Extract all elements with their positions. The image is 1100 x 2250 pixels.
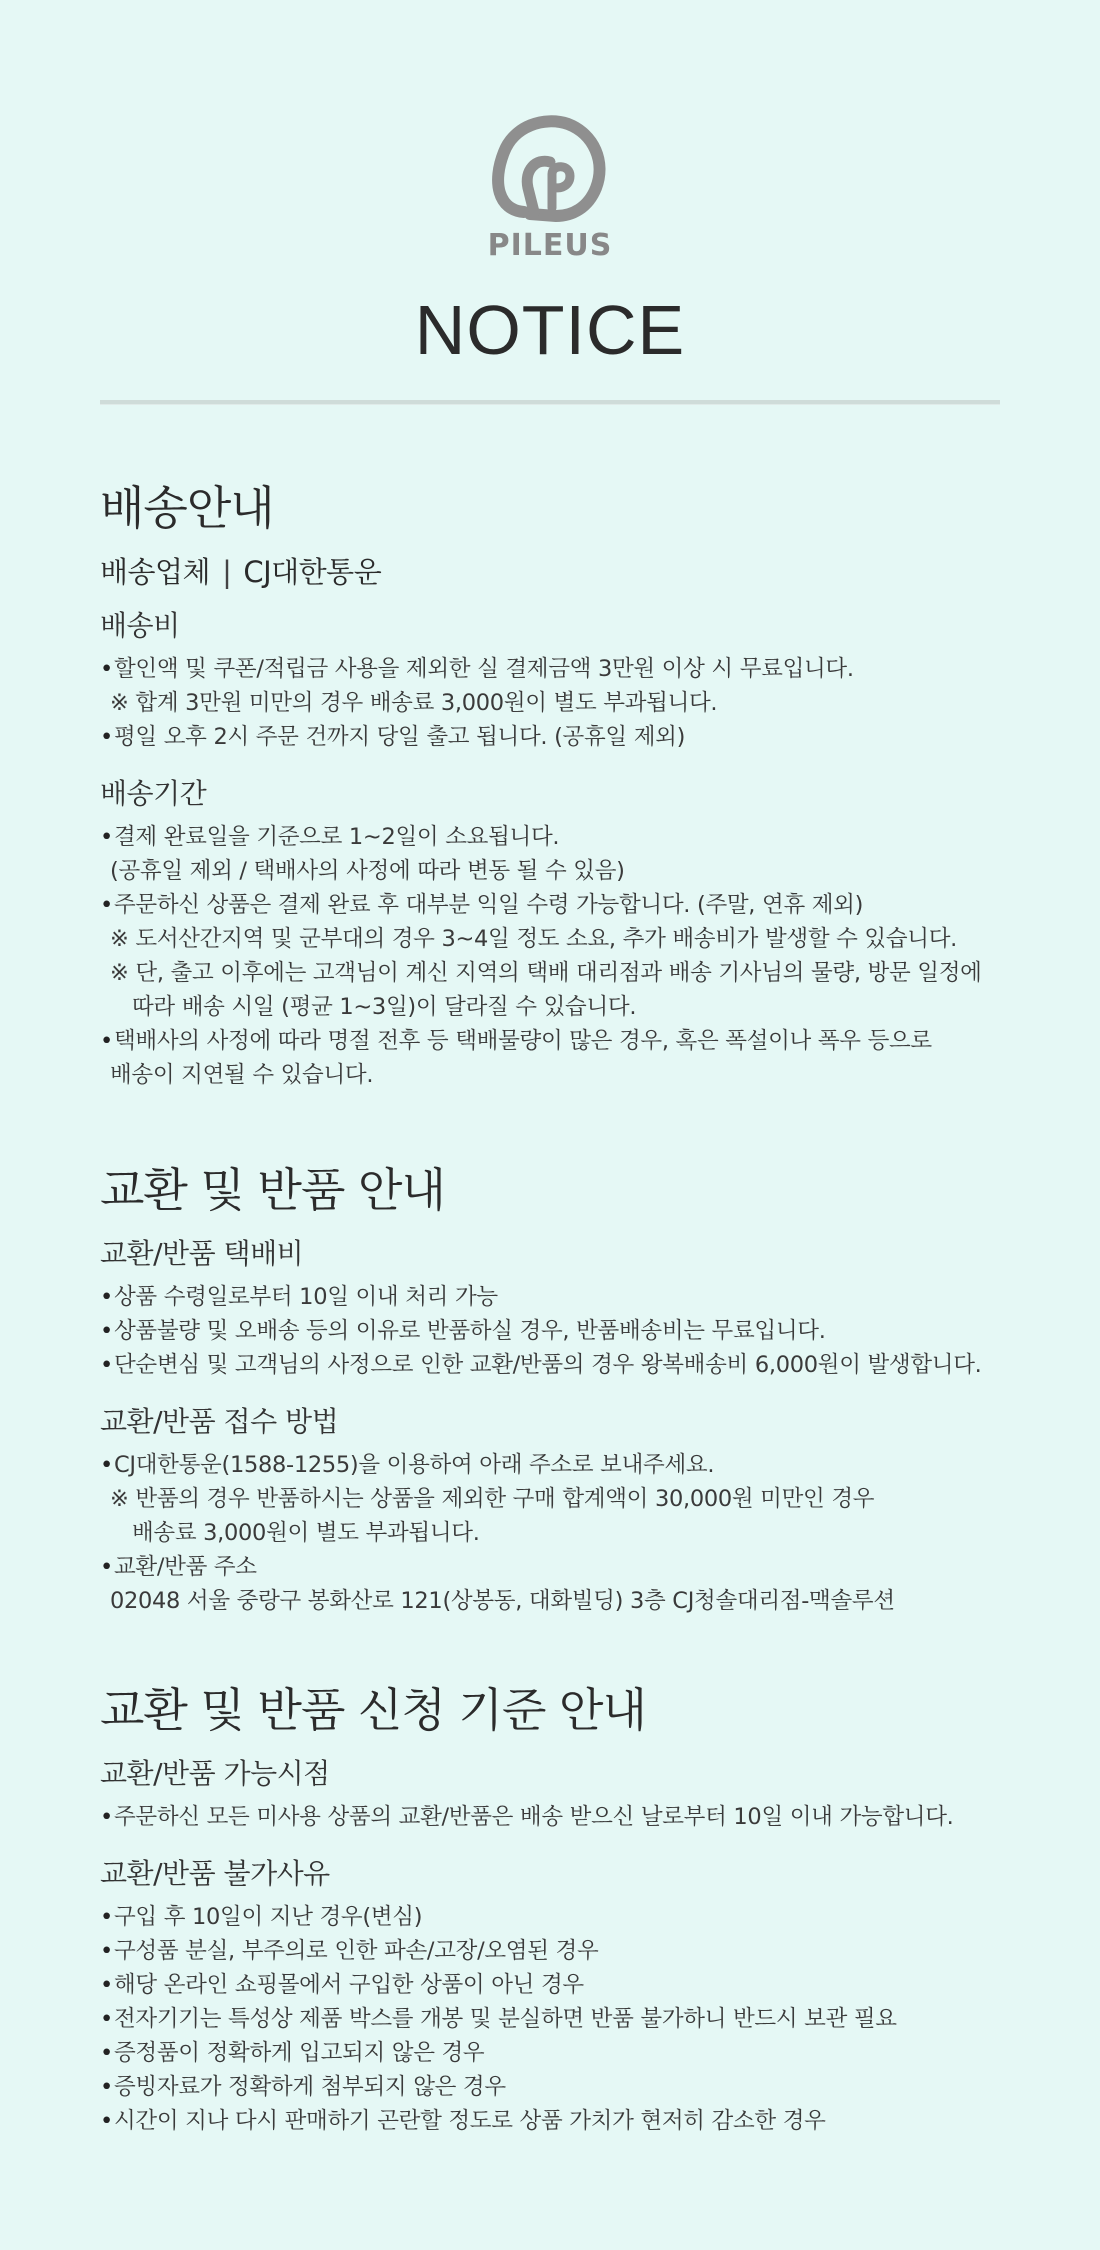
list-note: ※ 합계 3만원 미만의 경우 배송료 3,000원이 별도 부과됩니다. xyxy=(110,690,718,716)
list-item: • 증정품이 정확하게 입고되지 않은 경우 xyxy=(100,2036,1000,2070)
shipping-section xyxy=(100,478,1000,1092)
criteria-impossible-list xyxy=(100,1900,1000,2138)
list-item: • 평일 오후 2시 주문 건까지 당일 출고 됩니다. (공휴일 제외) xyxy=(100,720,1000,754)
carrier-name: CJ대한통운 xyxy=(243,555,382,589)
section-title: 배송안내 xyxy=(100,481,274,535)
subsection-heading: 교환/반품 택배비 xyxy=(100,1237,304,1270)
list-item: • 상품 수령일로부터 10일 이내 처리 가능 xyxy=(100,1280,1000,1314)
list-item: • 증빙자료가 정확하게 첨부되지 않은 경우 xyxy=(100,2070,1000,2104)
carrier-separator: | xyxy=(222,555,232,589)
list-item: • 상품불량 및 오배송 등의 이유로 반품하실 경우, 반품배송비는 무료입니다. xyxy=(100,1314,1000,1348)
list-item: • 구성품 분실, 부주의로 인한 파손/고장/오염된 경우 xyxy=(100,1934,1000,1968)
return-address: 02048 서울 중랑구 봉화산로 121(상봉동, 대화빌딩) 3층 CJ청솔대리점-맥솔루션 xyxy=(110,1588,895,1614)
list-note-continued: 따라 배송 시일 (평균 1~3일)이 달라질 수 있습니다. xyxy=(132,994,637,1020)
exchange-method-list xyxy=(100,1448,1000,1618)
list-item: • 단순변심 및 고객님의 사정으로 인한 교환/반품의 경우 왕복배송비 6,000원이 발생합니다. xyxy=(100,1348,1000,1382)
page-title: NOTICE xyxy=(414,291,686,369)
list-item: • 주문하신 상품은 결제 완료 후 대부분 익일 수령 가능합니다. (주말, 연휴 제외) xyxy=(100,888,1000,922)
shipping-fee-list xyxy=(100,652,1000,754)
criteria-section xyxy=(100,1680,1000,2138)
list-item: • 시간이 지나 다시 판매하기 곤란할 정도로 상품 가치가 현저히 감소한 경우 xyxy=(100,2104,1000,2138)
list-note: ※ 도서산간지역 및 군부대의 경우 3~4일 정도 소요, 추가 배송비가 발생할 수 있습니다. xyxy=(110,926,957,952)
list-item: • 결제 완료일을 기준으로 1~2일이 소요됩니다. xyxy=(100,820,1000,854)
carrier-label: 배송업체 xyxy=(100,555,211,589)
list-note-continued: 배송료 3,000원이 별도 부과됩니다. xyxy=(132,1520,480,1546)
carrier-info xyxy=(100,552,1000,592)
list-item: • 전자기기는 특성상 제품 박스를 개봉 및 분실하면 반품 불가하니 반드시 보관 필요 xyxy=(100,2002,1000,2036)
exchange-fee-list xyxy=(100,1280,1000,1382)
exchange-section xyxy=(100,1160,1000,1618)
list-note: ※ 반품의 경우 반품하시는 상품을 제외한 구매 합계액이 30,000원 미만인 경우 xyxy=(110,1486,875,1512)
subsection-heading: 배송기간 xyxy=(100,777,207,810)
list-item: • 교환/반품 주소 xyxy=(100,1550,1000,1584)
list-note: ※ 단, 출고 이후에는 고객님이 계신 지역의 택배 대리점과 배송 기사님의 물량, 방문 일정에 xyxy=(110,960,982,986)
list-item-continued: 배송이 지연될 수 있습니다. xyxy=(110,1062,374,1088)
list-item: • 택배사의 사정에 따라 명절 전후 등 택배물량이 많은 경우, 혹은 폭설이나 폭우 등으로 xyxy=(100,1024,1000,1058)
section-title: 교환 및 반품 안내 xyxy=(100,1163,445,1217)
brand-name: PILEUS xyxy=(487,228,613,263)
criteria-possible-list xyxy=(100,1800,1000,1834)
subsection-heading: 교환/반품 접수 방법 xyxy=(100,1405,339,1438)
list-item: • 주문하신 모든 미사용 상품의 교환/반품은 배송 받으신 날로부터 10일 이내 가능합니다. xyxy=(100,1800,1000,1834)
list-item-continued: (공휴일 제외 / 택배사의 사정에 따라 변동 될 수 있음) xyxy=(110,858,625,884)
section-title: 교환 및 반품 신청 기준 안내 xyxy=(100,1683,646,1737)
subsection-heading: 교환/반품 불가사유 xyxy=(100,1857,330,1890)
subsection-heading: 배송비 xyxy=(100,609,180,642)
list-item: • 할인액 및 쿠폰/적립금 사용을 제외한 실 결제금액 3만원 이상 시 무료입니다. xyxy=(100,652,1000,686)
shipping-period-list xyxy=(100,820,1000,1092)
list-item: • CJ대한통운(1588-1255)을 이용하여 아래 주소로 보내주세요. xyxy=(100,1448,1000,1482)
divider xyxy=(100,400,1000,405)
list-item: • 해당 온라인 쇼핑몰에서 구입한 상품이 아닌 경우 xyxy=(100,1968,1000,2002)
subsection-heading: 교환/반품 가능시점 xyxy=(100,1757,330,1790)
list-item: • 구입 후 10일이 지난 경우(변심) xyxy=(100,1900,1000,1934)
